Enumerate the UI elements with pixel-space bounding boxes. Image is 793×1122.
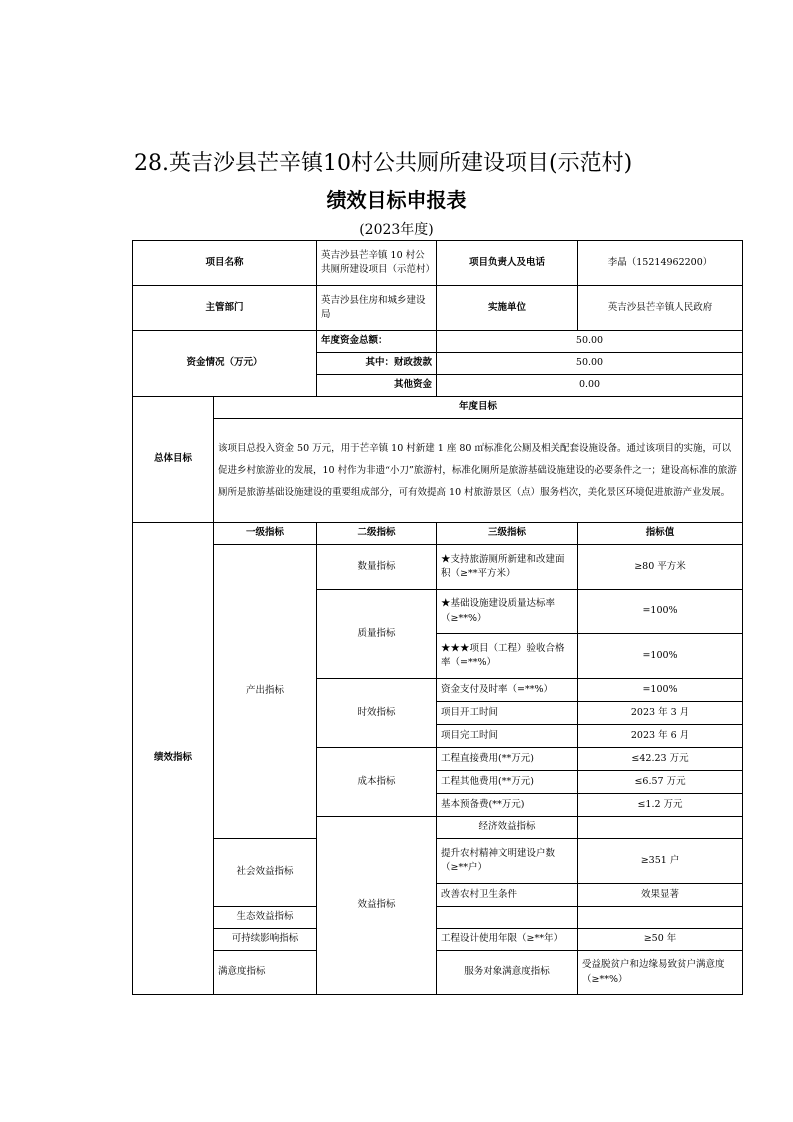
indicator-s2-value: 效果显著 [578, 884, 743, 907]
indicator-t3-value: 2023 年 6 月 [578, 725, 743, 748]
indicator-t1: 资金支付及时率（=**%） [437, 679, 578, 702]
indicator-qa2: ★★★项目（工程）验收合格率（=**%） [437, 634, 578, 679]
quality-indicator: 质量指标 [317, 590, 437, 679]
funds-other-value: 0.00 [437, 375, 743, 397]
header-value: 指标值 [578, 523, 743, 545]
cost-indicator: 成本指标 [317, 748, 437, 817]
indicator-qa2-value: =100% [578, 634, 743, 679]
indicator-t1-value: =100% [578, 679, 743, 702]
indicator-qa1: ★基础设施建设质量达标率（≥**%） [437, 590, 578, 634]
funds-total-value: 50.00 [437, 331, 743, 353]
funds-label: 资金情况（万元） [133, 331, 317, 397]
quantity-indicator: 数量指标 [317, 545, 437, 590]
indicator-qa1-value: =100% [578, 590, 743, 634]
indicator-su1-value: ≥50 年 [578, 929, 743, 951]
overall-goal-text: 该项目总投入资金 50 万元，用于芒辛镇 10 村新建 1 座 80 ㎡标准化公厕及相关配套设施设备。通过该项目的实施，可以促进乡村旅游业的发展，10 村作为非遗“小刀”旅游村，标准化厕所是旅游基础设施建设的必要条件之一；建设高标准的旅游厕所是旅游基础设施建设的重要组成部分，可有效提高 10 村旅游景区（点）服务档次，美化景区环境促进旅游产业发展。 [214, 419, 743, 523]
indicator-s1: 提升农村精神文明建设户数（≥**户） [437, 839, 578, 884]
project-leader-value: 李晶（15214962200） [578, 241, 743, 286]
header-level2: 二级指标 [317, 523, 437, 545]
indicator-sat1: 受益脱贫户和边缘易致贫户满意度（≥**%） [578, 951, 743, 995]
implementing-unit-value: 英吉沙县芒辛镇人民政府 [578, 286, 743, 331]
indicator-t2: 项目开工时间 [437, 702, 578, 725]
department-value: 英吉沙县住房和城乡建设局 [317, 286, 437, 331]
performance-target-table [132, 240, 743, 995]
indicator-c2-value: ≤6.57 万元 [578, 771, 743, 794]
indicator-q1: ★支持旅游厕所新建和改建面积（≥**平方米） [437, 545, 578, 590]
project-name-label: 项目名称 [133, 241, 317, 286]
project-name-value: 英吉沙县芒辛镇 10 村公共厕所建设项目（示范村） [317, 241, 437, 286]
indicator-su1: 工程设计使用年限（≥**年） [437, 929, 578, 951]
indicator-s1-value: ≥351 户 [578, 839, 743, 884]
output-indicator: 产出指标 [214, 545, 317, 839]
year-goal-label: 年度目标 [214, 397, 743, 419]
benefit-indicator: 效益指标 [317, 817, 437, 995]
indicator-t3: 项目完工时间 [437, 725, 578, 748]
document-title: 28.英吉沙县芒辛镇10村公共厕所建设项目(示范村) [134, 151, 633, 176]
department-label: 主管部门 [133, 286, 317, 331]
indicator-c1: 工程直接费用(**万元) [437, 748, 578, 771]
implementing-unit-label: 实施单位 [437, 286, 578, 331]
indicator-c3-value: ≤1.2 万元 [578, 794, 743, 817]
ecological-benefit-value-empty [578, 907, 743, 929]
economic-benefit-empty [578, 817, 743, 839]
funds-total-label: 年度资金总额： [317, 331, 437, 353]
economic-benefit-indicator: 经济效益指标 [437, 817, 578, 839]
project-leader-label: 项目负责人及电话 [437, 241, 578, 286]
overall-goal-label: 总体目标 [133, 397, 214, 523]
funds-fiscal-label: 其中：财政拨款 [317, 353, 437, 375]
sustainable-impact-indicator: 可持续影响指标 [214, 929, 317, 951]
performance-indicator-label: 绩效指标 [133, 523, 214, 995]
form-title: 绩效目标申报表 [326, 188, 467, 212]
indicator-c3: 基本预备费(**万元) [437, 794, 578, 817]
ecological-benefit-empty [437, 907, 578, 929]
funds-fiscal-value: 50.00 [437, 353, 743, 375]
indicator-c2: 工程其他费用(**万元) [437, 771, 578, 794]
year-label: (2023年度) [359, 222, 434, 238]
indicator-s2: 改善农村卫生条件 [437, 884, 578, 907]
timeliness-indicator: 时效指标 [317, 679, 437, 748]
funds-other-label: 其他资金 [317, 375, 437, 397]
indicator-q1-value: ≥80 平方米 [578, 545, 743, 590]
header-level3: 三级指标 [437, 523, 578, 545]
indicator-t2-value: 2023 年 3 月 [578, 702, 743, 725]
satisfaction-indicator: 满意度指标 [214, 951, 317, 995]
indicator-c1-value: ≤42.23 万元 [578, 748, 743, 771]
social-benefit-indicator: 社会效益指标 [214, 839, 317, 907]
service-satisfaction-indicator: 服务对象满意度指标 [437, 951, 578, 995]
ecological-benefit-indicator: 生态效益指标 [214, 907, 317, 929]
header-level1: 一级指标 [214, 523, 317, 545]
